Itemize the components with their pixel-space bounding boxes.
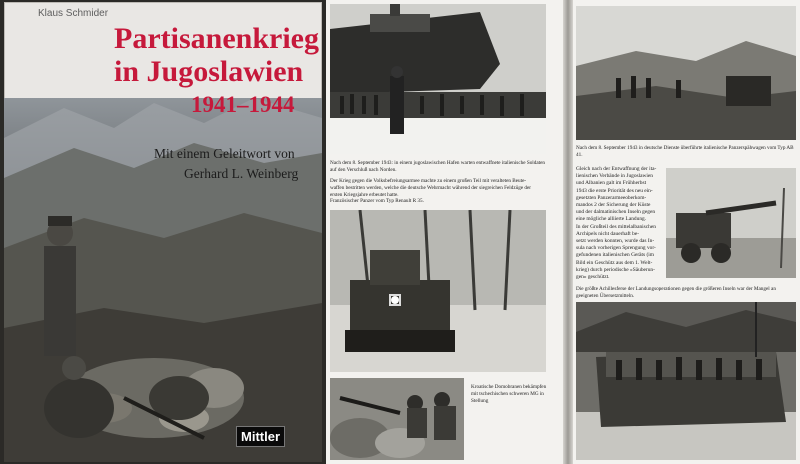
body-line: eine mögliche alliierte Landung. bbox=[576, 216, 647, 223]
body-line: gesetzten Panzerarmeeoberkom- bbox=[576, 194, 647, 201]
photo-machine-gun-crew bbox=[330, 378, 464, 460]
body-line: krieg) durch periodische »Säuberun- bbox=[576, 266, 655, 273]
open-book-spread bbox=[326, 0, 800, 464]
caption-landing: Die größte Achillesferse der Landungsoperationen gegen die größeren Inseln war der Mangel an geeigneten Übersetzmitteln. bbox=[576, 286, 776, 299]
body-line: gen« geschützt. bbox=[576, 274, 610, 281]
caption-ship: Nach dem 8. September 1943: in einem jugoslawischen Hafen warten entwaffnete italienische Soldaten auf den Verschluß nach Norden. bbox=[330, 160, 545, 173]
caption-tank-line: ersten Kriegsjahre erbeutet hatte. bbox=[330, 191, 399, 198]
cover-subtitle-line1: Mit einem Geleitwort von bbox=[154, 146, 295, 161]
photo-artillery-gun bbox=[666, 168, 796, 278]
book-gutter bbox=[563, 0, 573, 464]
body-line: sula nach vorherigen Sprengung vor- bbox=[576, 245, 656, 252]
body-line: Bild ein Geschütz aus dem 1. Welt- bbox=[576, 259, 653, 266]
cover-subtitle-line2: Gerhard L. Weinberg bbox=[184, 166, 299, 181]
body-line: und der dalmatinischen Inseln gegen bbox=[576, 209, 656, 216]
book-cover bbox=[4, 2, 322, 462]
caption-tank-line: waffen bestritten werden, welche die deutsche Wehrmacht während der siegreichen Feldzüge der bbox=[330, 184, 532, 191]
cover-title-line2: in Jugoslawien bbox=[114, 55, 304, 88]
body-line: lienischen Verbände in Jugoslawien bbox=[576, 173, 653, 180]
body-line: In der Großteil des mittelalbanischen bbox=[576, 223, 656, 230]
photo-ship-harbour bbox=[330, 4, 546, 154]
body-text bbox=[576, 166, 662, 281]
caption-tank-line: Französischer Panzer vom Typ Renault R 35. bbox=[330, 198, 424, 205]
body-line: gefundenen italienischen Geräts (im bbox=[576, 252, 654, 259]
cover-title-line1: Partisanenkrieg bbox=[114, 22, 319, 55]
body-line: Archipels nicht dauerhaft be- bbox=[576, 230, 640, 237]
photo-renault-tank bbox=[330, 210, 546, 372]
body-line: mandos 2 der Sicherung der Küste bbox=[576, 202, 651, 209]
body-line: und Albanien galt im Frühherbst bbox=[576, 180, 647, 187]
body-line: Gleich nach der Entwaffnung der ita- bbox=[576, 166, 657, 172]
body-line: 1943 die erste Priorität des neu ein- bbox=[576, 187, 653, 194]
cover-author: Klaus Schmider bbox=[38, 8, 109, 19]
photo-armoured-cars bbox=[576, 6, 796, 140]
caption-tank-text bbox=[330, 178, 546, 205]
photo-landing-boat bbox=[576, 302, 796, 460]
caption-mg: Kroatische Domobranen bekämpfen mit tschechischen schweren MG in Stellung bbox=[471, 384, 547, 404]
caption-armoured-cars: Nach dem 8. September 1943 in deutsche Dienste überführte italienische Panzerspähwagen vom Typ AB 41. bbox=[576, 145, 794, 158]
cover-title bbox=[114, 22, 319, 88]
body-line: setzt werden konnten, wurde das In- bbox=[576, 238, 655, 245]
caption-tank-line: Der Krieg gegen die Volksbefreiungsarmee machte zu einem großen Teil mit veralteten Beute- bbox=[330, 178, 527, 184]
cover-years: 1941–1944 bbox=[191, 92, 295, 117]
publisher-logo: Mittler bbox=[236, 426, 285, 447]
